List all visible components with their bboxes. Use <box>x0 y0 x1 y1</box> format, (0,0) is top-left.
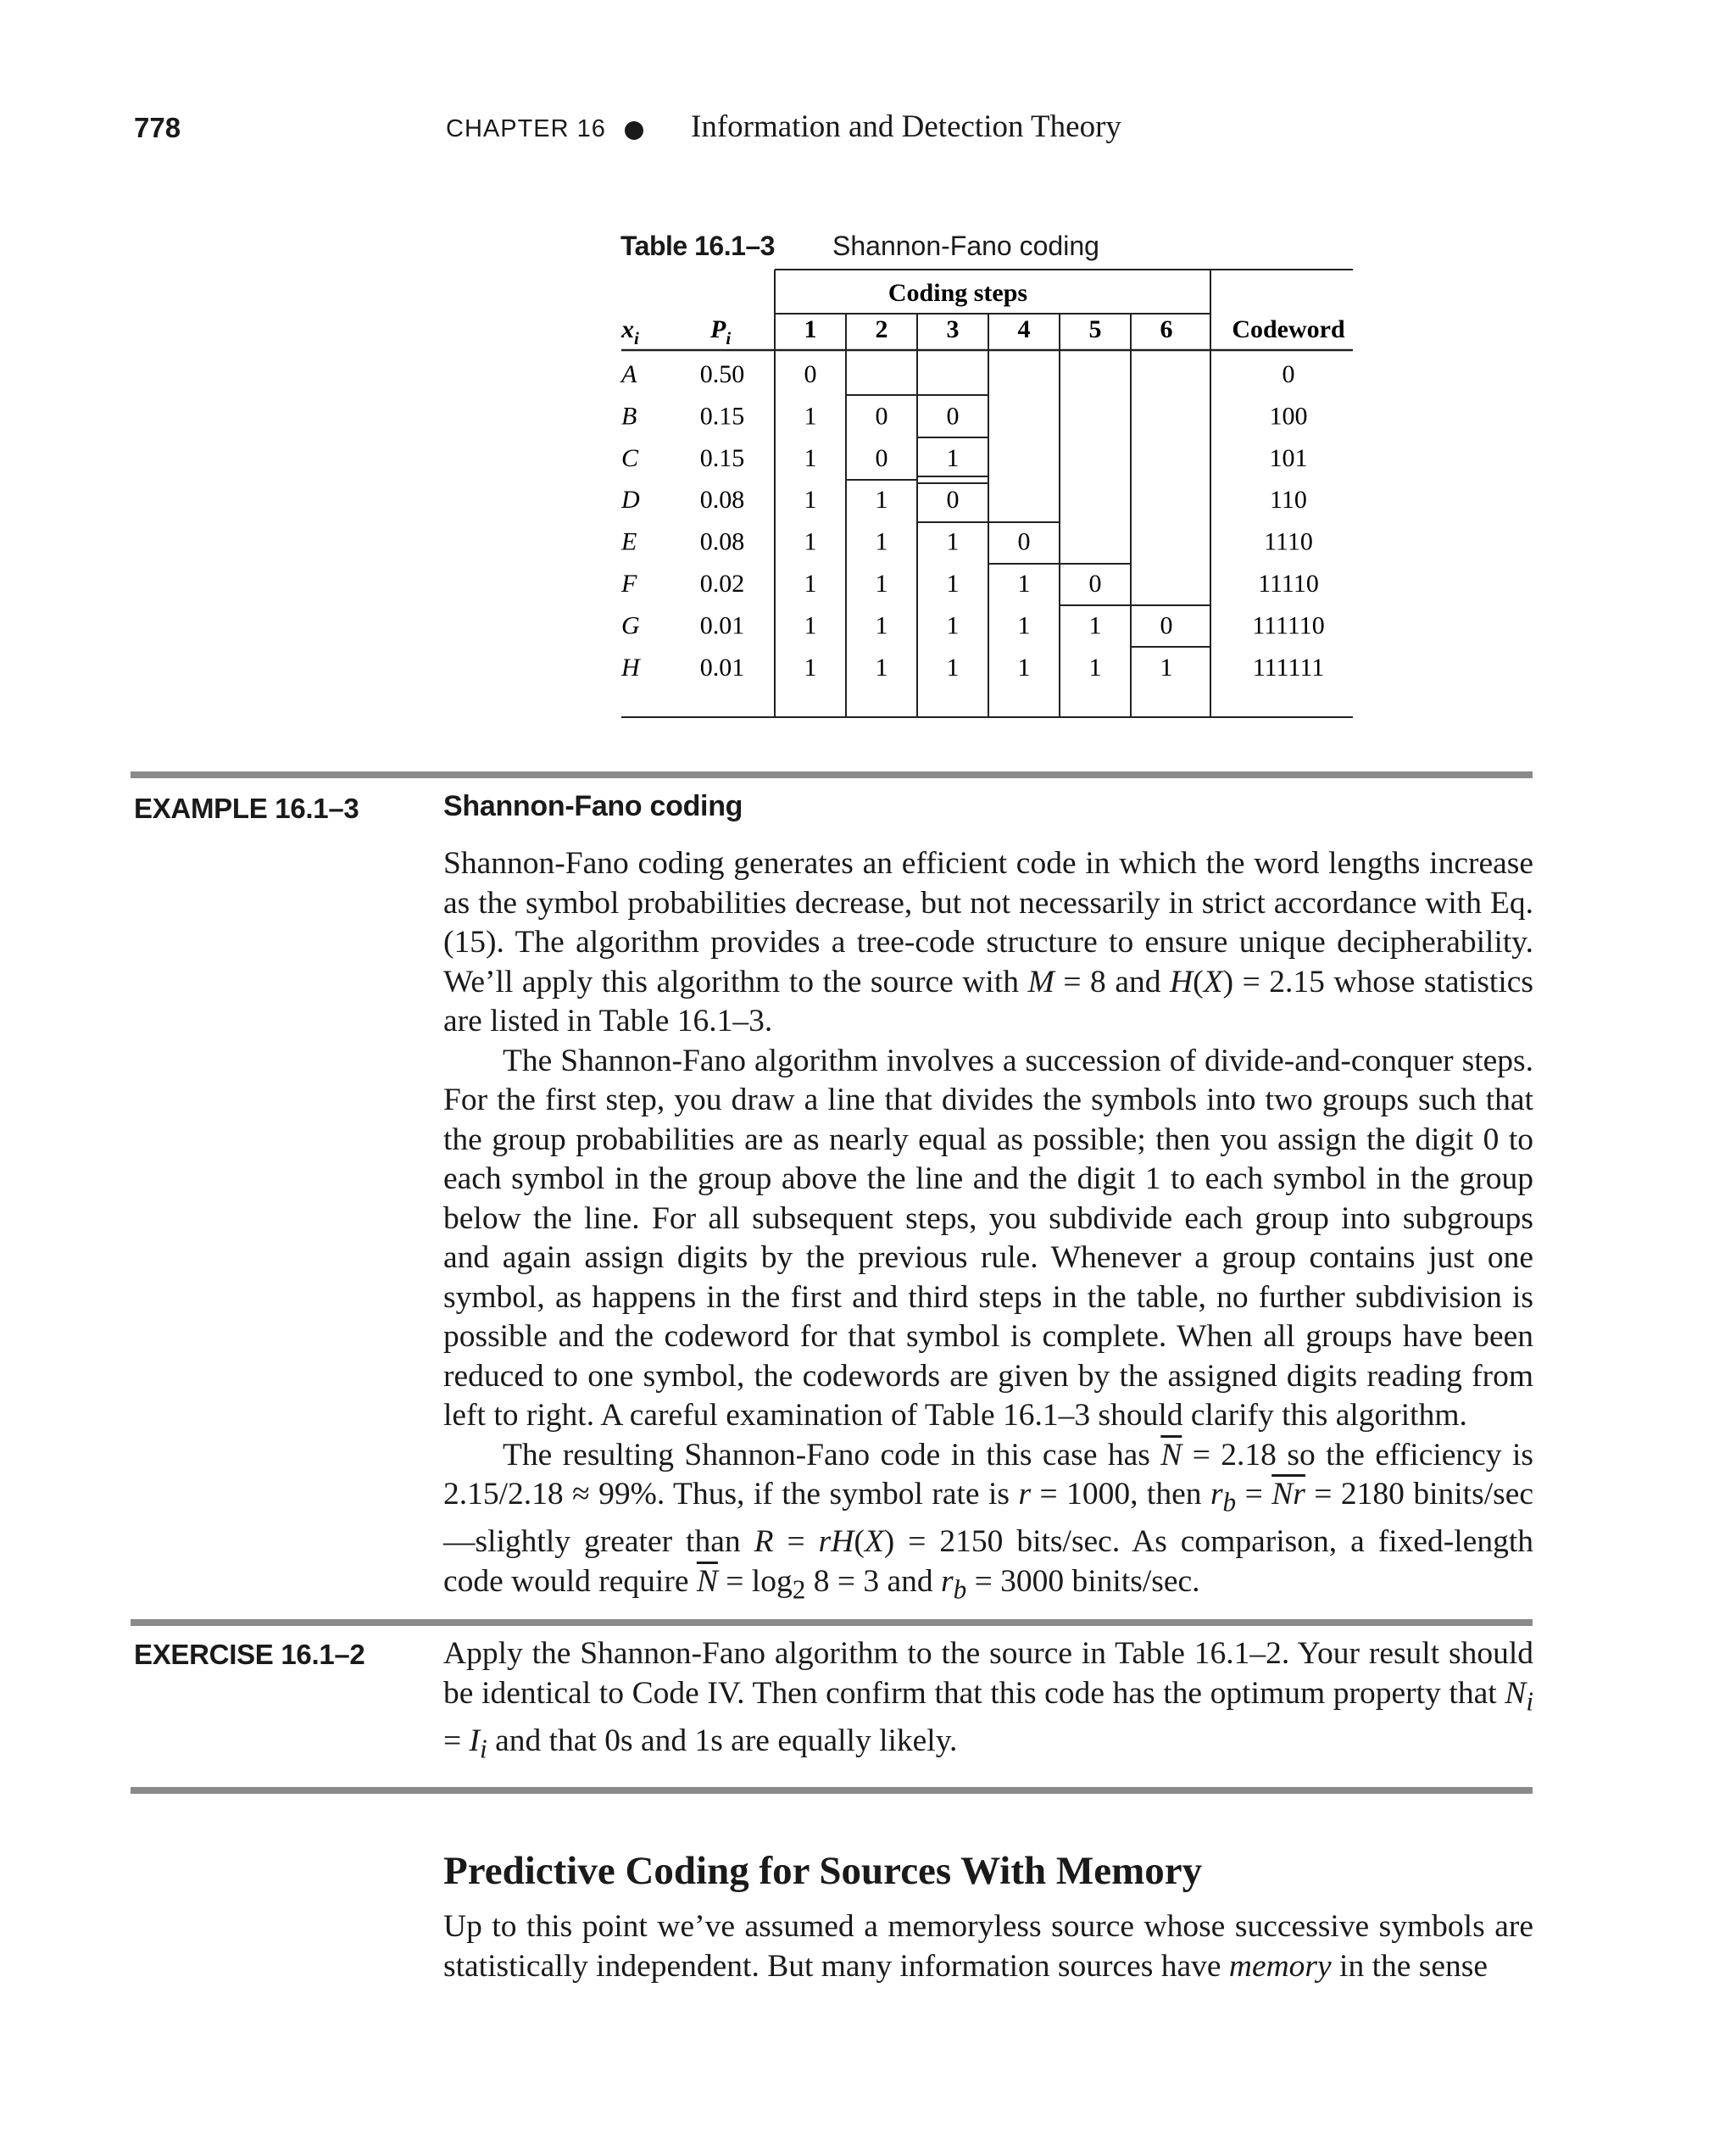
chapter-title: Information and Detection Theory <box>691 109 1121 144</box>
col-codeword-header: Codeword <box>1232 315 1345 343</box>
example-top-rule <box>131 771 1533 778</box>
cell-symbol: H <box>621 653 640 682</box>
cell-codeword: 100 <box>1269 402 1308 431</box>
table-title: Shannon-Fano coding <box>832 231 1099 261</box>
cell-step-digit: 1 <box>946 653 960 682</box>
cell-step-digit: 1 <box>1017 611 1031 640</box>
cell-step-digit: 1 <box>875 570 888 598</box>
cell-step-digit: 1 <box>804 527 817 556</box>
table-label: Table 16.1–3 <box>620 231 775 261</box>
cell-step-digit: 0 <box>1160 611 1173 640</box>
cell-probability: 0.01 <box>699 653 745 682</box>
step-header-4: 4 <box>1017 315 1031 343</box>
cell-probability: 0.15 <box>699 402 745 431</box>
cell-codeword: 110 <box>1270 486 1307 515</box>
cell-codeword: 111110 <box>1252 611 1325 640</box>
chapter-label: CHAPTER 16 <box>446 115 606 142</box>
cell-step-digit: 1 <box>946 611 960 640</box>
cell-symbol: B <box>621 402 637 431</box>
cell-symbol: A <box>621 360 637 388</box>
shannon-fano-table <box>0 0 1736 763</box>
cell-step-digit: 1 <box>1017 570 1031 598</box>
exercise-bottom-rule <box>131 1787 1533 1794</box>
exercise-top-rule <box>131 1619 1533 1626</box>
cell-codeword: 0 <box>1282 360 1295 388</box>
cell-step-digit: 1 <box>946 527 960 556</box>
cell-probability: 0.08 <box>699 486 745 515</box>
cell-step-digit: 1 <box>946 443 960 472</box>
example-label: EXAMPLE 16.1–3 <box>134 793 359 824</box>
cell-probability: 0.15 <box>699 443 745 472</box>
exercise-label: EXERCISE 16.1–2 <box>134 1639 365 1670</box>
cell-step-digit: 0 <box>875 402 888 431</box>
cell-probability: 0.08 <box>699 527 745 556</box>
cell-symbol: G <box>621 611 640 640</box>
exercise-body <box>443 1634 1533 1769</box>
step-header-1: 1 <box>804 315 817 343</box>
cell-step-digit: 0 <box>804 360 817 388</box>
cell-codeword: 111111 <box>1252 653 1325 682</box>
section-paragraph: Up to this point we’ve assumed a memoryless source whose successive symbols are statistically independent. But many information sources have memory in the sense <box>443 1909 1533 1984</box>
cell-symbol: E <box>621 527 637 556</box>
cell-codeword: 101 <box>1269 443 1308 472</box>
cell-step-digit: 1 <box>804 402 817 431</box>
example-paragraph-1: Shannon-Fano coding generates an efficient code in which the word lengths increase as the symbol probabilities decrease, but not necessarily in strict accordance with Eq. (15). The algorithm provides a tree-code structure to ensure unique decipherability. We’ll apply this algorithm to the source with M = 8 and H(X) = 2.15 whose statistics are listed in Table 16.1–3. <box>443 846 1533 1038</box>
cell-symbol: C <box>621 443 639 472</box>
cell-step-digit: 1 <box>804 486 817 515</box>
cell-step-digit: 1 <box>875 486 888 515</box>
cell-step-digit: 0 <box>1017 527 1031 556</box>
step-header-5: 5 <box>1088 315 1102 343</box>
cell-step-digit: 1 <box>1088 653 1102 682</box>
page-number: 778 <box>134 112 181 143</box>
cell-step-digit: 1 <box>946 570 960 598</box>
cell-probability: 0.50 <box>699 360 745 388</box>
cell-step-digit: 0 <box>946 486 960 515</box>
cell-probability: 0.01 <box>699 611 745 640</box>
cell-step-digit: 0 <box>875 443 888 472</box>
cell-codeword: 11110 <box>1258 570 1319 598</box>
cell-symbol: D <box>621 486 640 515</box>
cell-step-digit: 1 <box>804 653 817 682</box>
cell-step-digit: 1 <box>804 570 817 598</box>
cell-step-digit: 1 <box>804 443 817 472</box>
cell-probability: 0.02 <box>699 570 745 598</box>
section-body <box>443 1907 1533 1986</box>
cell-step-digit: 0 <box>1088 570 1102 598</box>
cell-step-digit: 1 <box>1088 611 1102 640</box>
example-title: Shannon-Fano coding <box>443 790 743 822</box>
example-body <box>443 844 1533 1610</box>
cell-step-digit: 1 <box>804 611 817 640</box>
cell-step-digit: 1 <box>1017 653 1031 682</box>
step-header-3: 3 <box>946 315 960 343</box>
step-header-2: 2 <box>875 315 888 343</box>
col-symbol-header: $x_i$ <box>621 315 639 348</box>
exercise-paragraph: Apply the Shannon-Fano algorithm to the source in Table 16.1–2. Your result should be identical to Code IV. Then confirm that this code has the optimum property that $N_i = I_i$ and that 0s and 1s are equally likely. <box>443 1636 1533 1763</box>
cell-step-digit: 1 <box>875 527 888 556</box>
cell-step-digit: 1 <box>1160 653 1173 682</box>
cell-step-digit: 1 <box>875 611 888 640</box>
col-prob-header: $P_i$ <box>710 315 732 348</box>
example-paragraph-3: The resulting Shannon-Fano code in this case has $\overline{N} = 2.18$ so the efficiency is 2.15/2.18 ≈ 99%. Thus, if the symbol rate is r = 1000, then $r_b = \overline{Nr} = 2180$ binits/sec—slightly greater than R = rH(X) = 2150 bits/sec. As comparison, a fixed-length code would require $\overline{N} = \log_2 8 = 3$ and $r_b = 3000$ binits/sec. <box>443 1437 1533 1604</box>
example-paragraph-2: The Shannon-Fano algorithm involves a succession of divide-and-conquer steps. For the first step, you draw a line that divides the symbols into two groups such that the group probabilities are as nearly equal as possible; then you assign the digit 0 to each symbol in the group above the line and the digit 1 to each symbol in the group below the line. For all subsequent steps, you subdivide each group into subgroups and again assign digits by the previous rule. Whenever a group contains just one symbol, as happens in the first and third steps in the table, no further subdivision is possible and the codeword for that symbol is complete. When all groups have been reduced to one symbol, the codewords are given by the assigned digits reading from left to right. A careful examination of Table 16.1–3 should clarify this algorithm. <box>443 1043 1533 1433</box>
cell-step-digit: 0 <box>946 402 960 431</box>
cell-codeword: 1110 <box>1264 527 1313 556</box>
cell-symbol: F <box>621 570 637 598</box>
cell-step-digit: 1 <box>875 653 888 682</box>
section-heading: Predictive Coding for Sources With Memory <box>443 1849 1203 1893</box>
step-header-6: 6 <box>1160 315 1173 343</box>
coding-steps-header: Coding steps <box>887 279 1028 307</box>
